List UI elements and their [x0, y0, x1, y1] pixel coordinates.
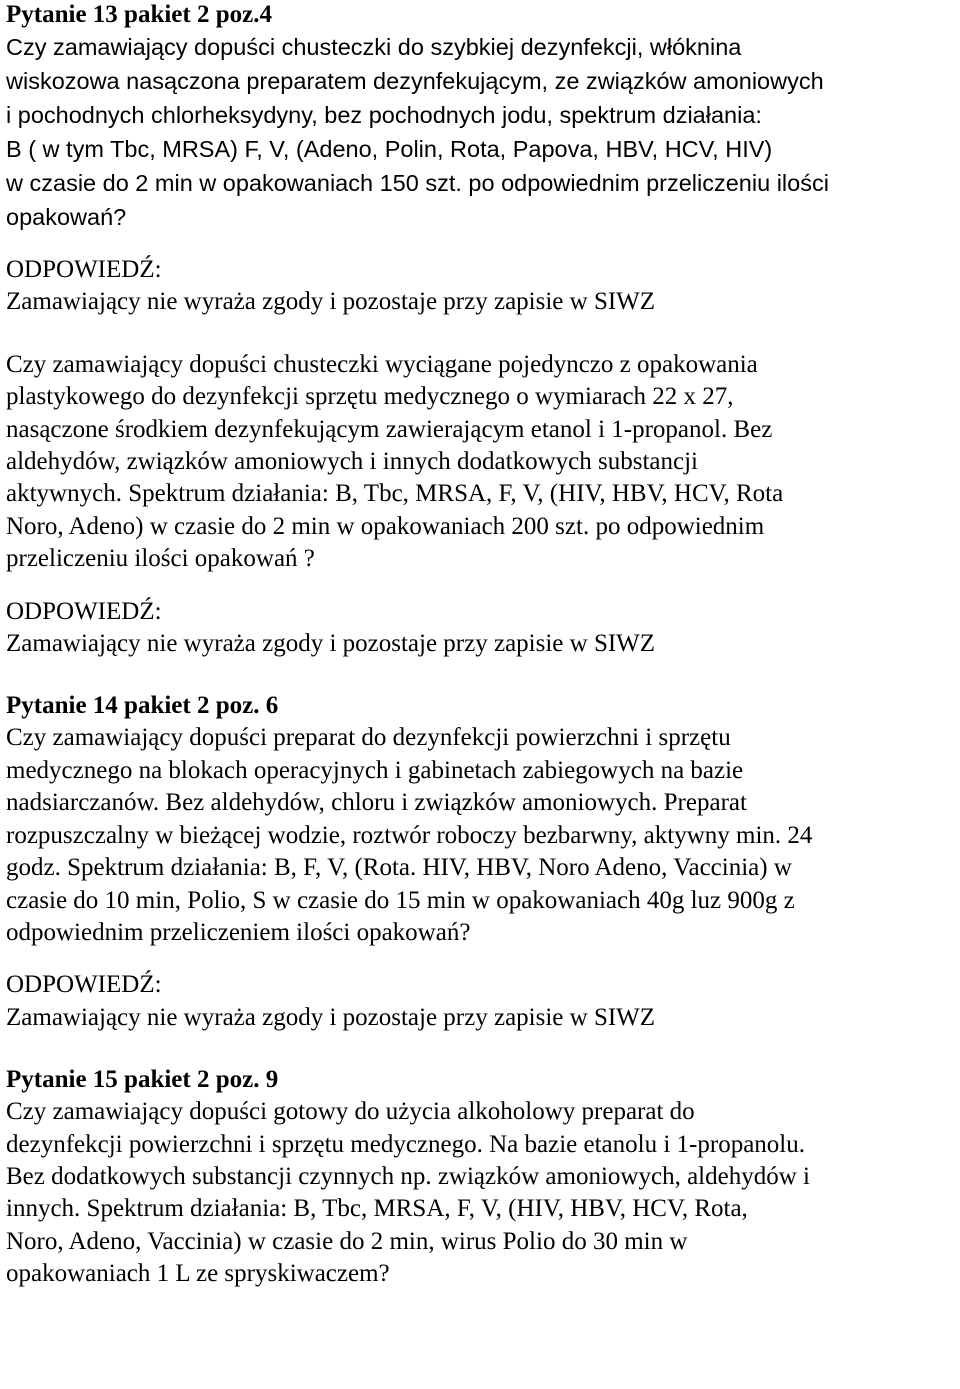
question-13-line: B ( w tym Tbc, MRSA) F, V, (Adeno, Polin, Rota, Papova, HBV, HCV, HIV): [6, 136, 773, 162]
question-15-line: opakowaniach 1 L ze spryskiwaczem?: [6, 1260, 390, 1288]
answer-label: ODPOWIEDŹ:: [6, 597, 162, 625]
question-13: [6, 0, 956, 319]
question-14-line: godz. Spektrum działania: B, F, V, (Rota. HIV, HBV, Noro Adeno, Vaccinia) w: [6, 854, 792, 882]
question-13b-line: Czy zamawiający dopuści chusteczki wyciągane pojedynczo z opakowania: [6, 350, 758, 378]
question-13b-line: przeliczeniu ilości opakowań ?: [6, 545, 315, 573]
question-15-line: Noro, Adeno, Vaccinia) w czasie do 2 min, wirus Polio do 30 min w: [6, 1227, 688, 1255]
answer-label: ODPOWIEDŹ:: [6, 256, 162, 283]
question-14-line: rozpuszczalny w bieżącej wodzie, roztwór roboczy bezbarwny, aktywny min. 24: [6, 821, 813, 849]
question-14-line: odpowiednim przeliczeniem ilości opakowań?: [6, 918, 471, 946]
question-15-heading: Pytanie 15 pakiet 2 poz. 9: [6, 1066, 279, 1094]
question-13b-line: nasączone środkiem dezynfekującym zawierającym etanol i 1-propanol. Bez: [6, 415, 773, 443]
question-14-line: Czy zamawiający dopuści preparat do dezynfekcji powierzchni i sprzętu: [6, 724, 731, 752]
question-15-line: dezynfekcji powierzchni i sprzętu medycznego. Na bazie etanolu i 1-propanolu.: [6, 1130, 805, 1158]
answer-text: Zamawiający nie wyraża zgody i pozostaje przy zapisie w SIWZ: [6, 288, 656, 316]
question-13b-line: Noro, Adeno) w czasie do 2 min w opakowaniach 200 szt. po odpowiednim: [6, 512, 765, 540]
answer-label: ODPOWIEDŹ:: [6, 971, 162, 999]
document: [6, 0, 956, 1291]
question-13-line: wiskozowa nasączona preparatem dezynfekującym, ze związków amoniowych: [6, 68, 824, 94]
answer-text: Zamawiający nie wyraża zgody i pozostaje przy zapisie w SIWZ: [6, 1003, 656, 1031]
question-15-line: innych. Spektrum działania: B, Tbc, MRSA, F, V, (HIV, HBV, HCV, Rota,: [6, 1195, 748, 1223]
question-13b-line: aktywnych. Spektrum działania: B, Tbc, MRSA, F, V, (HIV, HBV, HCV, Rota: [6, 480, 784, 508]
question-14: [6, 690, 956, 1034]
question-14-line: czasie do 10 min, Polio, S w czasie do 15 min w opakowaniach 40g luz 900g z: [6, 886, 795, 914]
question-13-line: Czy zamawiający dopuści chusteczki do szybkiej dezynfekcji, włóknina: [6, 34, 742, 60]
question-13-line: opakowań?: [6, 204, 127, 230]
question-13-heading: Pytanie 13 pakiet 2 poz.4: [6, 1, 272, 28]
question-14-heading: Pytanie 14 pakiet 2 poz. 6: [6, 692, 279, 720]
question-15: [6, 1064, 956, 1290]
question-13b-line: plastykowego do dezynfekcji sprzętu medycznego o wymiarach 22 x 27,: [6, 383, 734, 411]
question-13-line: w czasie do 2 min w opakowaniach 150 szt. po odpowiednim przeliczeniu ilości: [6, 170, 829, 196]
question-13b: [6, 349, 956, 661]
question-13b-line: aldehydów, związków amoniowych i innych dodatkowych substancji: [6, 448, 698, 476]
question-15-line: Czy zamawiający dopuści gotowy do użycia alkoholowy preparat do: [6, 1098, 695, 1126]
question-15-line: Bez dodatkowych substancji czynnych np. związków amoniowych, aldehydów i: [6, 1162, 810, 1190]
question-14-line: nadsiarczanów. Bez aldehydów, chloru i związków amoniowych. Preparat: [6, 789, 747, 817]
question-13-line: i pochodnych chlorheksydyny, bez pochodnych jodu, spektrum działania:: [6, 102, 762, 128]
answer-text: Zamawiający nie wyraża zgody i pozostaje przy zapisie w SIWZ: [6, 630, 656, 658]
question-14-line: medycznego na blokach operacyjnych i gabinetach zabiegowych na bazie: [6, 756, 744, 784]
